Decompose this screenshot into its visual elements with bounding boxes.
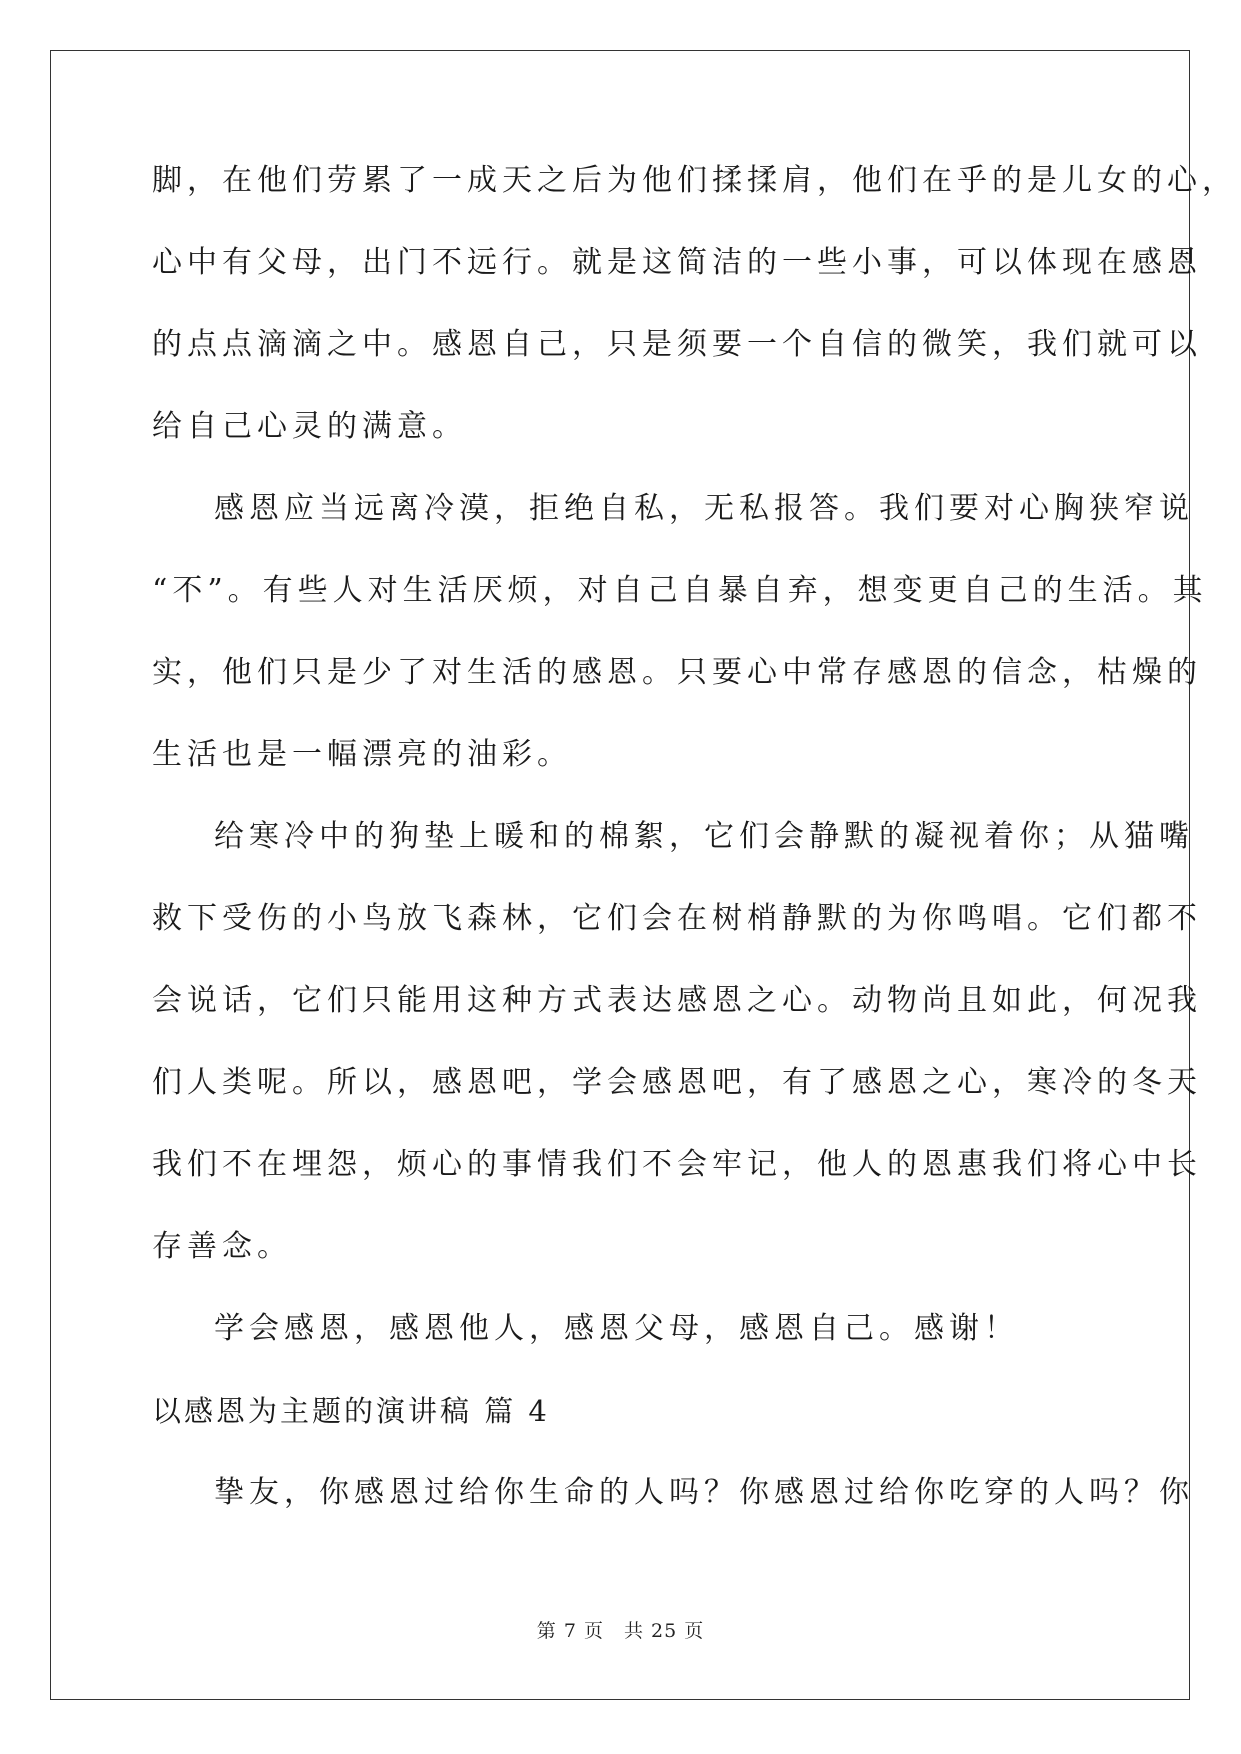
paragraph-first-line: 挚友，你感恩过给你生命的人吗？你感恩过给你吃穿的人吗？你: [214, 1475, 1194, 1510]
text-line: 生活也是一幅漂亮的油彩。: [152, 737, 572, 772]
paragraph-first-line: 给寒冷中的狗垫上暖和的棉絮，它们会静默的凝视着你；从猫嘴: [214, 819, 1194, 854]
page-number-footer: 第 7 页 共 25 页: [536, 1620, 705, 1642]
paragraph-first-line: 学会感恩，感恩他人，感恩父母，感恩自己。感谢！: [214, 1311, 1019, 1346]
section-heading: 以感恩为主题的演讲稿 篇 4: [152, 1394, 550, 1428]
paragraph-first-line: 感恩应当远离冷漠，拒绝自私，无私报答。我们要对心胸狭窄说: [214, 491, 1194, 526]
text-line: 会说话，它们只能用这种方式表达感恩之心。动物尚且如此，何况我: [152, 983, 1202, 1018]
document-body: [152, 160, 1237, 1554]
text-line: 给自己心灵的满意。: [152, 409, 467, 444]
text-line: 我们不在埋怨，烦心的事情我们不会牢记，他人的恩惠我们将心中长: [152, 1147, 1202, 1182]
text-line: 救下受伤的小鸟放飞森林，它们会在树梢静默的为你鸣唱。它们都不: [152, 901, 1202, 936]
text-line: 实，他们只是少了对生活的感恩。只要心中常存感恩的信念，枯燥的: [152, 655, 1202, 690]
text-line: 心中有父母，出门不远行。就是这简洁的一些小事，可以体现在感恩: [152, 245, 1202, 280]
text-line: 们人类呢。所以，感恩吧，学会感恩吧，有了感恩之心，寒冷的冬天: [152, 1065, 1202, 1100]
text-line: “不”。有些人对生活厌烦，对自己自暴自弃，想变更自己的生活。其: [152, 573, 1208, 608]
text-line: 存善念。: [152, 1229, 292, 1264]
text-line: 脚，在他们劳累了一成天之后为他们揉揉肩，他们在乎的是儿女的心，: [152, 163, 1237, 198]
text-line: 的点点滴滴之中。感恩自己，只是须要一个自信的微笑，我们就可以: [152, 327, 1202, 362]
